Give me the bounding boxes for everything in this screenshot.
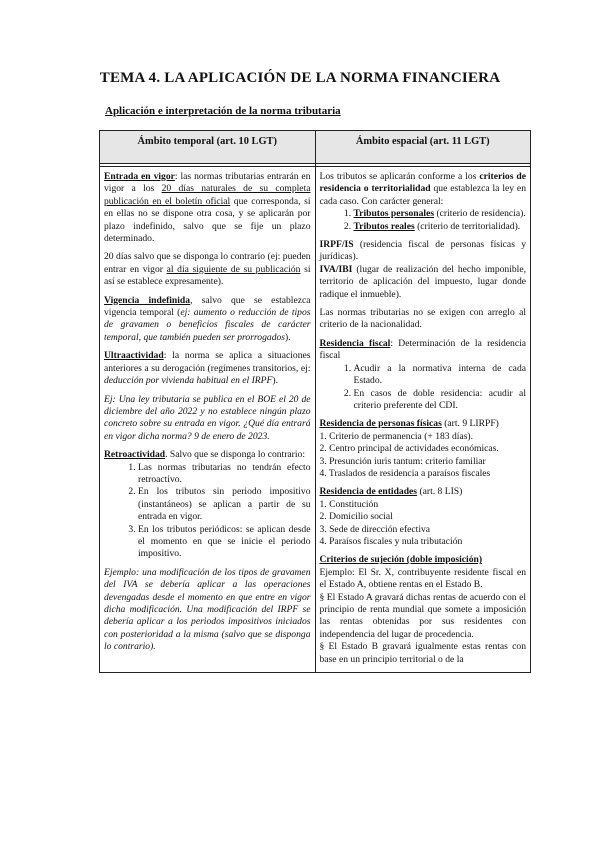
tributos-list bbox=[320, 208, 527, 233]
vigencia-text-2: ). bbox=[285, 331, 291, 343]
list-item: 4. Traslados de residencia a paraísos fiscales bbox=[319, 467, 491, 479]
irpf-text: (residencia fiscal de personas físicas y jurídicas). bbox=[319, 239, 526, 263]
intro-paragraph bbox=[320, 171, 527, 208]
vigencia-text-1: , salvo que se establezca vigencia temporal ( bbox=[104, 294, 311, 319]
list-item: 2. Domicilio social bbox=[319, 511, 393, 523]
personas-term: Residencia de personas físicas bbox=[319, 418, 442, 430]
residencia-list bbox=[320, 363, 527, 413]
right-column-header: Ámbito espacial (art. 11 LGT) bbox=[315, 131, 531, 164]
veinte-underline: al día siguiente de su publicación bbox=[166, 263, 301, 275]
document-title: TEMA 4. LA APLICACIÓN DE LA NORMA FINANCIERA bbox=[99, 70, 501, 86]
sujecion-state-b: § El Estado B gravará igualmente estas rentas con base en un principio territorial o de la bbox=[319, 641, 526, 665]
sujecion-state-a: § El Estado A gravará dichas rentas de acuerdo con el principio de renta mundial que somete a imposición las rentas obtenidas por sus residentes con independencia del lugar de procedencia. bbox=[319, 591, 526, 640]
comparison-table bbox=[99, 130, 531, 673]
entidades-term: Residencia de entidades bbox=[319, 486, 418, 498]
ultra-italic: deducción por vivienda habitual en el IRPF bbox=[104, 375, 273, 387]
intro-text-2: que establezca la ley en cada caso. Con carácter general: bbox=[319, 183, 526, 207]
personas-heading bbox=[320, 418, 527, 430]
list-item: 1. Constitución bbox=[319, 498, 379, 510]
list-item: 1. Criterio de permanencia (+ 183 días). bbox=[319, 430, 474, 442]
veinte-text-1: 20 días salvo que se disponga lo contrario (ej: pueden entrar en vigor bbox=[104, 251, 311, 275]
veinte-text-2: si así se establece expresamente). bbox=[104, 263, 311, 288]
list-item bbox=[354, 221, 527, 233]
list-item: 2. En los tributos sin periodo impositivo (instantáneos) se aplican a partir de su entrada en vigor. bbox=[138, 486, 311, 523]
iva-text: (lugar de realización del hecho imponible, territorio de aplicación del impuesto, lugar donde radique el inmueble). bbox=[319, 263, 526, 300]
vigencia-term: Vigencia indefinida bbox=[104, 294, 191, 306]
residencia-text: : Determinación de la residencia fiscal bbox=[319, 337, 526, 362]
list-item: 3. En los tributos periódicos: se aplican desde el momento en que se inicie el periodo impositivo. bbox=[138, 524, 311, 561]
list-text: (criterio de residencia). bbox=[434, 208, 526, 220]
retro-text: . Salvo que se disponga lo contrario: bbox=[165, 449, 305, 461]
entidades-heading bbox=[320, 486, 527, 498]
retro-term: Retroactividad bbox=[104, 449, 166, 461]
list-item: 3. Sede de dirección efectiva bbox=[319, 523, 431, 535]
example-2: Ejemplo: una modificación de los tipos de gravamen del IVA se debería aplicar a las operaciones devengadas desde el momento en que entre en vigor dicha modificación. Una modificación del IRPF se debería aplicar a los periodos impositivos iniciados con posterioridad a la misma (salvo que se disponga lo contrario). bbox=[104, 566, 311, 653]
vigencia-italic: ej: aumento o reducción de tipos de gravamen o beneficios fiscales de carácter temporal, que también pueden ser prorrogados bbox=[104, 307, 311, 343]
entrada-text-2: que corresponda, si en ellas no se dispone otra cosa, y se aplicarán por plazo indefinido, salvo que se fije un plazo determinado. bbox=[104, 195, 311, 245]
list-item: 4. Paraísos fiscales y nula tributación bbox=[319, 535, 463, 547]
ultra-paragraph bbox=[104, 350, 311, 387]
example-1: Ej: Una ley tributaria se publica en el BOE el 20 de diciembre del año 2022 y no establece ningún plazo concreto sobre su entrada en vigor. ¿Qué día entrará en vigor dicha norma? 9 de enero de 2023. bbox=[104, 393, 311, 442]
ultra-text-2: ). bbox=[272, 375, 278, 387]
ultra-text-1: : la norma se aplica a situaciones anteriores a su derogación (regímenes transitorios, ej: bbox=[104, 350, 311, 374]
entrada-term: Entrada en vigor bbox=[104, 171, 175, 182]
vigencia-paragraph bbox=[104, 295, 311, 345]
residencia-paragraph bbox=[320, 338, 527, 363]
entrada-underline: 20 días naturales de su completa publicación en el boletín oficial bbox=[104, 183, 311, 207]
list-term: Tributos reales bbox=[353, 220, 415, 232]
sujecion-heading: Criterios de sujeción (doble imposición) bbox=[319, 554, 483, 566]
ultra-term: Ultraactividad bbox=[104, 350, 164, 362]
temporal-column bbox=[100, 167, 316, 673]
residencia-term: Residencia fiscal bbox=[319, 337, 391, 349]
personas-text: (art. 9 LIRPF) bbox=[441, 418, 499, 430]
entrada-paragraph bbox=[104, 171, 311, 245]
retro-paragraph bbox=[104, 449, 311, 461]
list-text: (criterio de territorialidad). bbox=[414, 220, 521, 232]
retro-list bbox=[104, 462, 311, 561]
list-item: 3. Presunción iuris tantum: criterio familiar bbox=[319, 455, 486, 467]
irpf-term: IRPF/IS bbox=[319, 239, 354, 251]
intro-text-1: Los tributos se aplicarán conforme a los bbox=[319, 171, 480, 182]
list-item: 2. En casos de doble residencia: acudir al criterio preferente del CDI. bbox=[354, 388, 527, 413]
entrada-text-1: : las normas tributarias entrarán en vigor a los bbox=[104, 171, 311, 195]
list-item: 1. Las normas tributarias no tendrán efecto retroactivo. bbox=[138, 462, 311, 487]
entidades-text: (art. 8 LIS) bbox=[417, 486, 463, 498]
list-item: 1. Acudir a la normativa interna de cada Estado. bbox=[354, 363, 527, 388]
list-item: 2. Centro principal de actividades económicas. bbox=[319, 443, 499, 455]
list-item bbox=[354, 208, 527, 220]
intro-bold: criterios de residencia o territorialidad bbox=[319, 171, 526, 195]
list-term: Tributos personales bbox=[353, 208, 435, 220]
sujecion-example: Ejemplo: El Sr. X, contribuyente residente fiscal en el Estado A, obtiene rentas en el Estado B. bbox=[319, 566, 526, 591]
irpf-paragraph bbox=[320, 239, 527, 264]
spatial-column bbox=[315, 167, 531, 673]
nacionalidad-paragraph: Las normas tributarias no se exigen con arreglo al criterio de la nacionalidad. bbox=[319, 307, 526, 331]
iva-paragraph bbox=[320, 264, 527, 301]
left-column-header: Ámbito temporal (art. 10 LGT) bbox=[100, 131, 316, 164]
document-subtitle: Aplicación e interpretación de la norma tributaria bbox=[105, 105, 341, 117]
iva-term: IVA/IBI bbox=[319, 263, 353, 275]
veinte-paragraph bbox=[104, 251, 311, 288]
